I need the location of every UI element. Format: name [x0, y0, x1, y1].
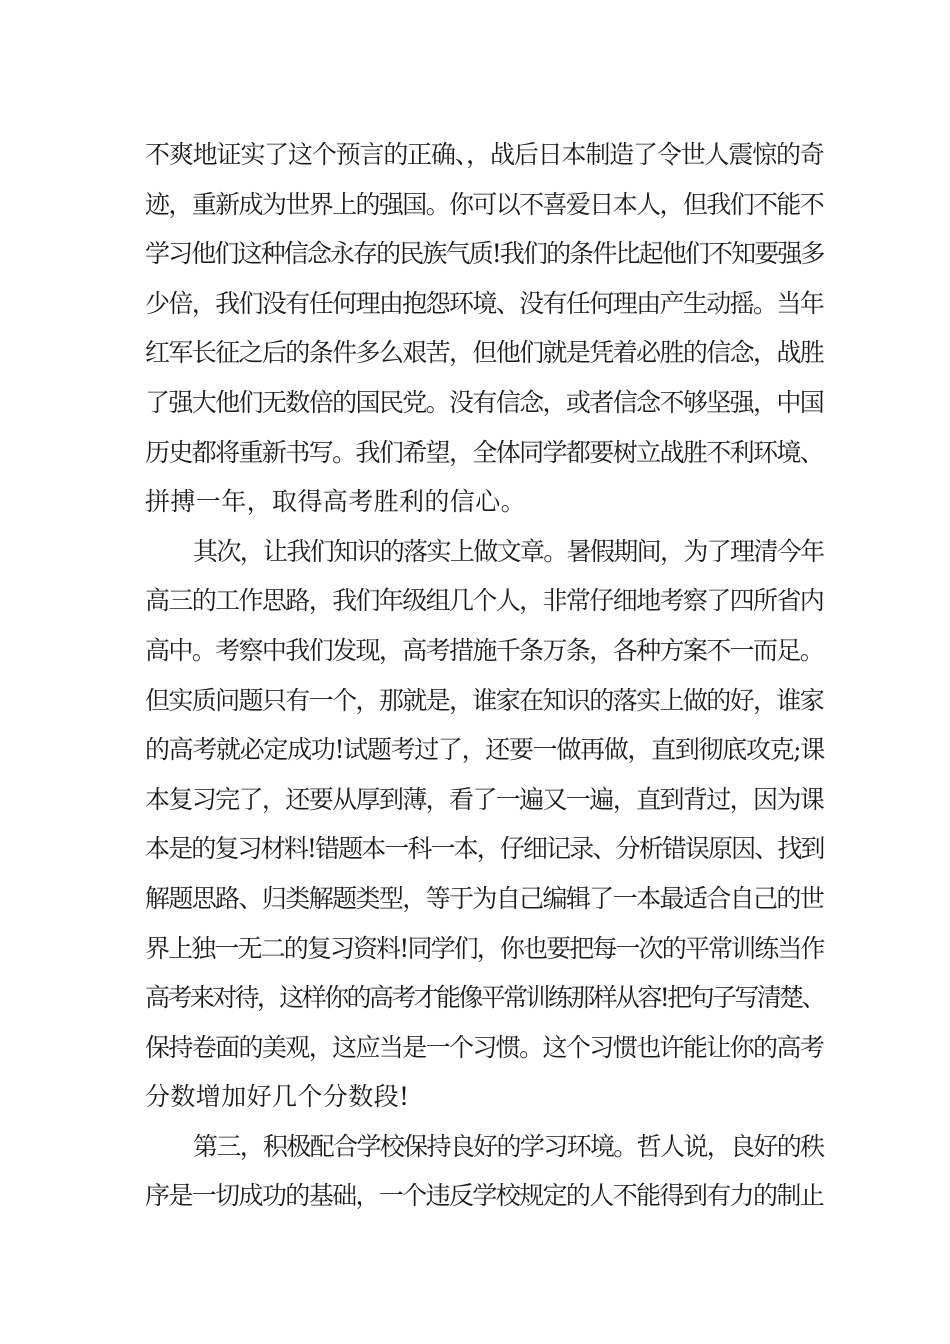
text-line: 少倍，我们没有任何理由抱怨环境、没有任何理由产生动摇。当年	[145, 288, 824, 318]
text-line: 拼搏一年，取得高考胜利的信心。	[145, 487, 527, 517]
text-line: 高三的工作思路，我们年级组几个人，非常仔细地考察了四所省内	[145, 586, 824, 616]
paragraph-first-line: 其次，让我们知识的落实上做文章。暑假期间，为了理清今年	[193, 536, 824, 566]
text-line: 迹，重新成为世界上的强国。你可以不喜爱日本人，但我们不能不	[145, 189, 824, 219]
paragraph-first-line: 第三，积极配合学校保持良好的学习环境。哲人说，良好的秩	[193, 1131, 824, 1161]
text-line: 学习他们这种信念永存的民族气质!我们的条件比起他们不知要强多	[145, 239, 824, 269]
text-line: 保持卷面的美观，这应当是一个习惯。这个习惯也许能让你的高考	[145, 1032, 824, 1062]
text-line: 历史都将重新书写。我们希望，全体同学都要树立战胜不利环境、	[145, 437, 824, 467]
text-line: 分数增加好几个分数段!	[145, 1082, 410, 1112]
text-line: 高中。考察中我们发现，高考措施千条万条，各种方案不一而足。	[145, 635, 824, 665]
text-line: 高考来对待，这样你的高考才能像平常训练那样从容!把句子写清楚、	[145, 983, 824, 1013]
text-line: 界上独一无二的复习资料!同学们，你也要把每一次的平常训练当作	[145, 933, 824, 963]
text-line: 解题思路、归类解题类型，等于为自己编辑了一本最适合自己的世	[145, 883, 824, 913]
text-line: 序是一切成功的基础，一个违反学校规定的人不能得到有力的制止	[145, 1181, 824, 1211]
body-text	[145, 130, 825, 1221]
text-line: 不爽地证实了这个预言的正确、，战后日本制造了令世人震惊的奇	[145, 140, 824, 169]
text-line: 本复习完了，还要从厚到薄，看了一遍又一遍，直到背过，因为课	[145, 784, 824, 814]
text-line: 但实质问题只有一个，那就是，谁家在知识的落实上做的好，谁家	[145, 685, 824, 715]
text-line: 红军长征之后的条件多么艰苦，但他们就是凭着必胜的信念，战胜	[145, 338, 824, 368]
text-line: 了强大他们无数倍的国民党。没有信念，或者信念不够坚强，中国	[145, 387, 824, 417]
text-line: 本是的复习材料!错题本一科一本，仔细记录、分析错误原因、找到	[145, 834, 824, 864]
text-line: 的高考就必定成功!试题考过了，还要一做再做，直到彻底攻克;课	[145, 735, 824, 765]
